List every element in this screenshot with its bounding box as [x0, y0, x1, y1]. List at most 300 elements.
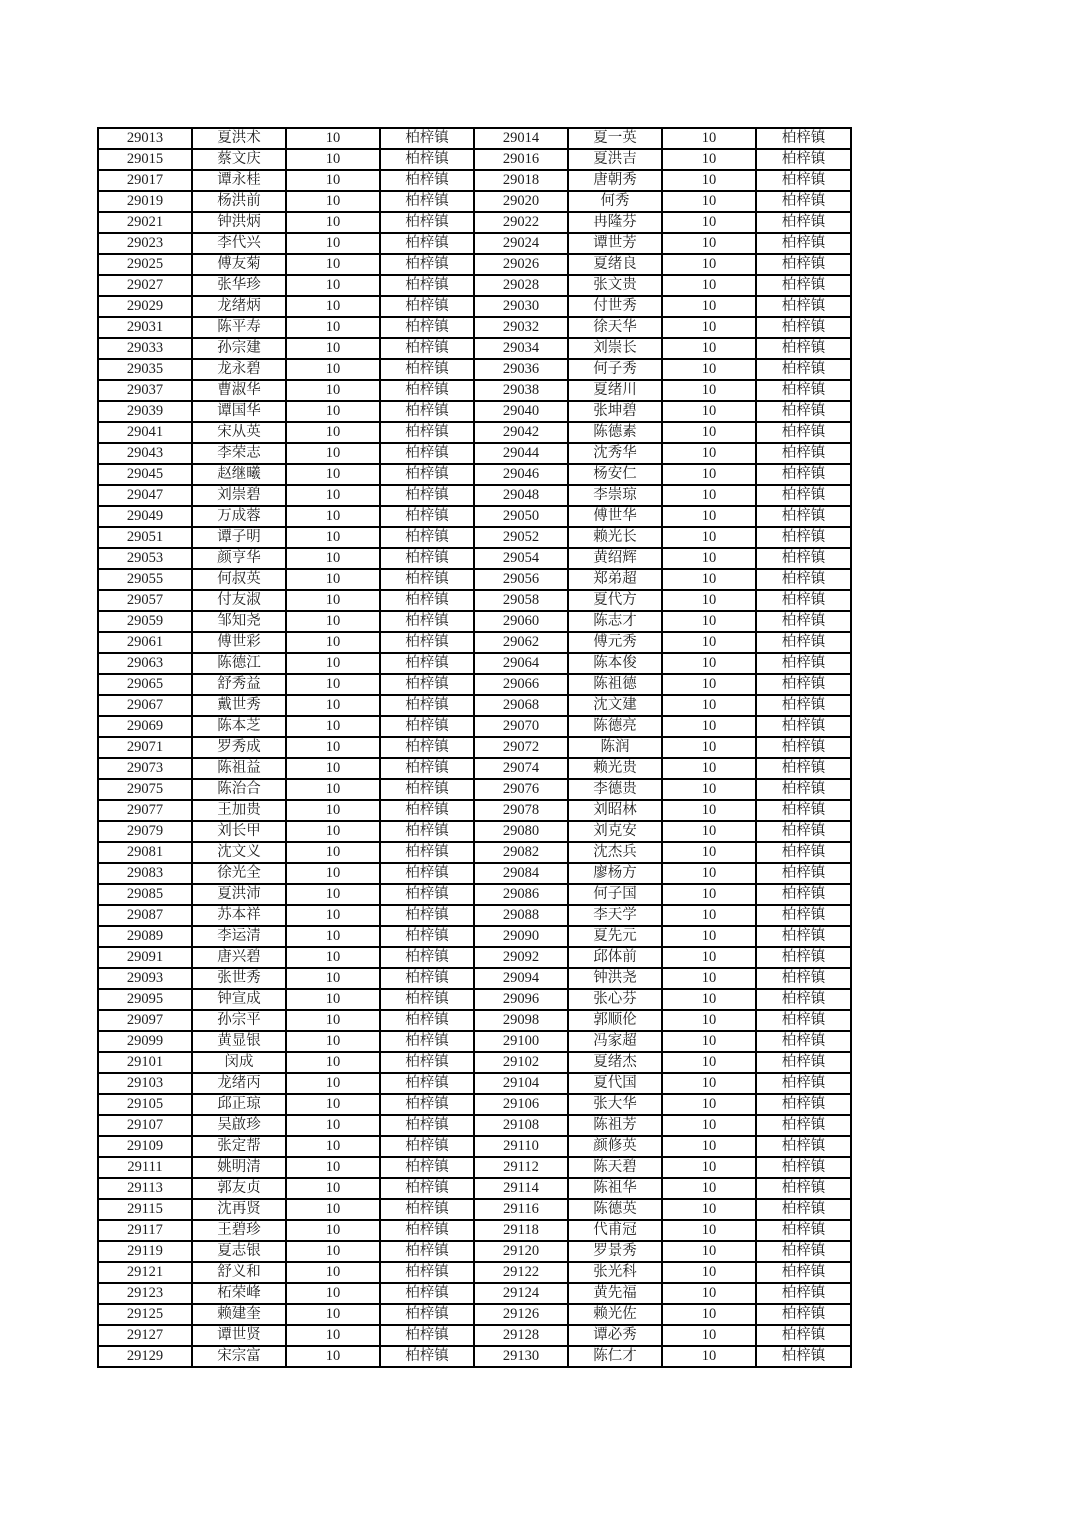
person-id-left-cell: 29061: [98, 632, 192, 653]
person-id-right-cell: 29094: [474, 968, 568, 989]
table-row: [98, 611, 851, 632]
value-left-cell: 10: [286, 569, 380, 590]
person-id-left-cell: 29097: [98, 1010, 192, 1031]
table-row: [98, 884, 851, 905]
town-left-cell: 柏梓镇: [380, 758, 474, 779]
value-left-cell: 10: [286, 947, 380, 968]
value-left-cell: 10: [286, 1241, 380, 1262]
value-left-cell: 10: [286, 212, 380, 233]
value-right-cell: 10: [662, 905, 756, 926]
town-left-cell: 柏梓镇: [380, 1199, 474, 1220]
value-right-cell: 10: [662, 170, 756, 191]
town-left-cell: 柏梓镇: [380, 212, 474, 233]
value-right-cell: 10: [662, 947, 756, 968]
person-id-right-cell: 29128: [474, 1325, 568, 1346]
person-name-left-cell: 赖建奎: [192, 1304, 286, 1325]
table-row: [98, 317, 851, 338]
value-left-cell: 10: [286, 1136, 380, 1157]
person-id-right-cell: 29102: [474, 1052, 568, 1073]
value-left-cell: 10: [286, 1346, 380, 1367]
value-right-cell: 10: [662, 527, 756, 548]
town-left-cell: 柏梓镇: [380, 590, 474, 611]
person-name-right-cell: 李崇琼: [568, 485, 662, 506]
table-row: [98, 296, 851, 317]
person-id-left-cell: 29123: [98, 1283, 192, 1304]
value-left-cell: 10: [286, 359, 380, 380]
value-left-cell: 10: [286, 506, 380, 527]
person-name-right-cell: 付世秀: [568, 296, 662, 317]
person-name-right-cell: 颜修英: [568, 1136, 662, 1157]
person-id-right-cell: 29074: [474, 758, 568, 779]
person-name-right-cell: 夏一英: [568, 128, 662, 149]
value-right-cell: 10: [662, 275, 756, 296]
table-row: [98, 548, 851, 569]
person-id-right-cell: 29072: [474, 737, 568, 758]
value-left-cell: 10: [286, 149, 380, 170]
value-right-cell: 10: [662, 1073, 756, 1094]
person-name-left-cell: 蔡文庆: [192, 149, 286, 170]
person-id-left-cell: 29095: [98, 989, 192, 1010]
table-row: [98, 401, 851, 422]
table-row: [98, 506, 851, 527]
value-left-cell: 10: [286, 233, 380, 254]
value-left-cell: 10: [286, 611, 380, 632]
person-name-right-cell: 刘昭林: [568, 800, 662, 821]
person-name-right-cell: 陈祖华: [568, 1178, 662, 1199]
value-left-cell: 10: [286, 422, 380, 443]
value-left-cell: 10: [286, 989, 380, 1010]
value-right-cell: 10: [662, 758, 756, 779]
town-left-cell: 柏梓镇: [380, 779, 474, 800]
person-name-left-cell: 谭子明: [192, 527, 286, 548]
value-right-cell: 10: [662, 422, 756, 443]
value-left-cell: 10: [286, 380, 380, 401]
value-left-cell: 10: [286, 968, 380, 989]
person-id-left-cell: 29047: [98, 485, 192, 506]
person-name-left-cell: 舒义和: [192, 1262, 286, 1283]
person-id-right-cell: 29022: [474, 212, 568, 233]
town-left-cell: 柏梓镇: [380, 422, 474, 443]
town-left-cell: 柏梓镇: [380, 1304, 474, 1325]
town-left-cell: 柏梓镇: [380, 905, 474, 926]
value-left-cell: 10: [286, 1115, 380, 1136]
table-row: [98, 758, 851, 779]
person-id-right-cell: 29030: [474, 296, 568, 317]
person-id-right-cell: 29078: [474, 800, 568, 821]
town-left-cell: 柏梓镇: [380, 506, 474, 527]
person-id-left-cell: 29029: [98, 296, 192, 317]
value-right-cell: 10: [662, 506, 756, 527]
person-name-left-cell: 柘荣峰: [192, 1283, 286, 1304]
person-name-right-cell: 何秀: [568, 191, 662, 212]
person-name-left-cell: 沈再贤: [192, 1199, 286, 1220]
person-id-right-cell: 29124: [474, 1283, 568, 1304]
value-right-cell: 10: [662, 779, 756, 800]
town-left-cell: 柏梓镇: [380, 233, 474, 254]
person-id-left-cell: 29071: [98, 737, 192, 758]
town-right-cell: 柏梓镇: [756, 779, 851, 800]
value-left-cell: 10: [286, 716, 380, 737]
town-right-cell: 柏梓镇: [756, 233, 851, 254]
town-right-cell: 柏梓镇: [756, 863, 851, 884]
person-id-right-cell: 29088: [474, 905, 568, 926]
person-name-left-cell: 邱正琼: [192, 1094, 286, 1115]
town-right-cell: 柏梓镇: [756, 170, 851, 191]
town-right-cell: 柏梓镇: [756, 1031, 851, 1052]
person-name-right-cell: 夏洪吉: [568, 149, 662, 170]
value-right-cell: 10: [662, 191, 756, 212]
value-right-cell: 10: [662, 716, 756, 737]
person-name-right-cell: 钟洪尧: [568, 968, 662, 989]
person-name-left-cell: 谭国华: [192, 401, 286, 422]
person-name-left-cell: 宋宗富: [192, 1346, 286, 1367]
value-right-cell: 10: [662, 233, 756, 254]
person-id-left-cell: 29111: [98, 1157, 192, 1178]
table-row: [98, 1031, 851, 1052]
value-right-cell: 10: [662, 1325, 756, 1346]
value-right-cell: 10: [662, 800, 756, 821]
town-right-cell: 柏梓镇: [756, 1157, 851, 1178]
table-row: [98, 149, 851, 170]
town-left-cell: 柏梓镇: [380, 842, 474, 863]
person-name-left-cell: 吴啟珍: [192, 1115, 286, 1136]
town-right-cell: 柏梓镇: [756, 380, 851, 401]
person-id-left-cell: 29085: [98, 884, 192, 905]
person-name-right-cell: 唐朝秀: [568, 170, 662, 191]
value-right-cell: 10: [662, 1178, 756, 1199]
town-right-cell: 柏梓镇: [756, 212, 851, 233]
table-row: [98, 1262, 851, 1283]
value-right-cell: 10: [662, 884, 756, 905]
value-left-cell: 10: [286, 1220, 380, 1241]
person-name-right-cell: 廖杨方: [568, 863, 662, 884]
town-left-cell: 柏梓镇: [380, 800, 474, 821]
person-id-right-cell: 29104: [474, 1073, 568, 1094]
value-right-cell: 10: [662, 1220, 756, 1241]
person-name-right-cell: 刘崇长: [568, 338, 662, 359]
person-id-left-cell: 29075: [98, 779, 192, 800]
person-id-left-cell: 29053: [98, 548, 192, 569]
person-id-left-cell: 29021: [98, 212, 192, 233]
person-name-left-cell: 邹知尧: [192, 611, 286, 632]
table-row: [98, 674, 851, 695]
town-left-cell: 柏梓镇: [380, 1010, 474, 1031]
town-right-cell: 柏梓镇: [756, 1283, 851, 1304]
town-left-cell: 柏梓镇: [380, 1178, 474, 1199]
value-left-cell: 10: [286, 1157, 380, 1178]
person-id-right-cell: 29130: [474, 1346, 568, 1367]
person-id-right-cell: 29042: [474, 422, 568, 443]
table-row: [98, 527, 851, 548]
value-right-cell: 10: [662, 1010, 756, 1031]
town-right-cell: 柏梓镇: [756, 926, 851, 947]
person-name-left-cell: 赵继曦: [192, 464, 286, 485]
value-right-cell: 10: [662, 380, 756, 401]
town-left-cell: 柏梓镇: [380, 443, 474, 464]
town-left-cell: 柏梓镇: [380, 968, 474, 989]
person-name-left-cell: 万成蓉: [192, 506, 286, 527]
table-row: [98, 1115, 851, 1136]
person-name-right-cell: 张大华: [568, 1094, 662, 1115]
value-right-cell: 10: [662, 443, 756, 464]
town-left-cell: 柏梓镇: [380, 359, 474, 380]
table-row: [98, 1178, 851, 1199]
person-id-left-cell: 29087: [98, 905, 192, 926]
person-id-left-cell: 29067: [98, 695, 192, 716]
value-left-cell: 10: [286, 1073, 380, 1094]
value-right-cell: 10: [662, 548, 756, 569]
person-name-left-cell: 颜亨华: [192, 548, 286, 569]
table-row: [98, 1010, 851, 1031]
value-right-cell: 10: [662, 926, 756, 947]
person-name-right-cell: 陈德素: [568, 422, 662, 443]
town-right-cell: 柏梓镇: [756, 1136, 851, 1157]
person-name-right-cell: 夏代方: [568, 590, 662, 611]
table-row: [98, 359, 851, 380]
person-id-left-cell: 29059: [98, 611, 192, 632]
value-right-cell: 10: [662, 1283, 756, 1304]
person-name-left-cell: 夏洪沛: [192, 884, 286, 905]
person-id-left-cell: 29107: [98, 1115, 192, 1136]
town-left-cell: 柏梓镇: [380, 653, 474, 674]
person-name-right-cell: 陈天碧: [568, 1157, 662, 1178]
person-name-right-cell: 陈祖德: [568, 674, 662, 695]
person-name-right-cell: 张光科: [568, 1262, 662, 1283]
town-left-cell: 柏梓镇: [380, 548, 474, 569]
person-name-left-cell: 陈治合: [192, 779, 286, 800]
town-left-cell: 柏梓镇: [380, 632, 474, 653]
town-right-cell: 柏梓镇: [756, 1325, 851, 1346]
person-id-right-cell: 29064: [474, 653, 568, 674]
person-name-right-cell: 陈本俊: [568, 653, 662, 674]
town-left-cell: 柏梓镇: [380, 275, 474, 296]
person-name-right-cell: 郑弟超: [568, 569, 662, 590]
table-row: [98, 464, 851, 485]
person-name-right-cell: 杨安仁: [568, 464, 662, 485]
person-name-right-cell: 沈文建: [568, 695, 662, 716]
table-row: [98, 1073, 851, 1094]
person-name-right-cell: 赖光佐: [568, 1304, 662, 1325]
person-name-right-cell: 傅世华: [568, 506, 662, 527]
person-name-left-cell: 付友淑: [192, 590, 286, 611]
person-id-right-cell: 29120: [474, 1241, 568, 1262]
table-row: [98, 1325, 851, 1346]
value-right-cell: 10: [662, 1346, 756, 1367]
person-name-right-cell: 陈润: [568, 737, 662, 758]
table-row: [98, 254, 851, 275]
person-name-left-cell: 王加贵: [192, 800, 286, 821]
town-left-cell: 柏梓镇: [380, 338, 474, 359]
town-right-cell: 柏梓镇: [756, 737, 851, 758]
person-name-right-cell: 沈杰兵: [568, 842, 662, 863]
person-id-left-cell: 29113: [98, 1178, 192, 1199]
person-id-right-cell: 29070: [474, 716, 568, 737]
table-row: [98, 947, 851, 968]
person-id-left-cell: 29037: [98, 380, 192, 401]
person-name-right-cell: 李天学: [568, 905, 662, 926]
person-id-left-cell: 29035: [98, 359, 192, 380]
person-id-left-cell: 29109: [98, 1136, 192, 1157]
person-name-right-cell: 谭必秀: [568, 1325, 662, 1346]
person-id-right-cell: 29062: [474, 632, 568, 653]
person-id-left-cell: 29105: [98, 1094, 192, 1115]
table-row: [98, 170, 851, 191]
person-id-left-cell: 29073: [98, 758, 192, 779]
value-right-cell: 10: [662, 968, 756, 989]
person-name-right-cell: 夏绪良: [568, 254, 662, 275]
town-left-cell: 柏梓镇: [380, 674, 474, 695]
value-right-cell: 10: [662, 128, 756, 149]
person-id-left-cell: 29129: [98, 1346, 192, 1367]
person-id-right-cell: 29114: [474, 1178, 568, 1199]
town-left-cell: 柏梓镇: [380, 863, 474, 884]
person-id-left-cell: 29025: [98, 254, 192, 275]
person-name-left-cell: 曹淑华: [192, 380, 286, 401]
person-id-right-cell: 29040: [474, 401, 568, 422]
person-id-left-cell: 29103: [98, 1073, 192, 1094]
town-left-cell: 柏梓镇: [380, 254, 474, 275]
person-name-right-cell: 张坤碧: [568, 401, 662, 422]
person-name-left-cell: 张世秀: [192, 968, 286, 989]
town-left-cell: 柏梓镇: [380, 149, 474, 170]
person-name-left-cell: 罗秀成: [192, 737, 286, 758]
person-name-left-cell: 钟洪炳: [192, 212, 286, 233]
person-id-right-cell: 29084: [474, 863, 568, 884]
person-id-left-cell: 29127: [98, 1325, 192, 1346]
town-right-cell: 柏梓镇: [756, 485, 851, 506]
value-left-cell: 10: [286, 1304, 380, 1325]
person-id-right-cell: 29068: [474, 695, 568, 716]
value-left-cell: 10: [286, 296, 380, 317]
table-row: [98, 1220, 851, 1241]
table-row: [98, 653, 851, 674]
value-right-cell: 10: [662, 1115, 756, 1136]
person-name-left-cell: 舒秀益: [192, 674, 286, 695]
value-left-cell: 10: [286, 1094, 380, 1115]
person-id-right-cell: 29028: [474, 275, 568, 296]
table-row: [98, 569, 851, 590]
value-left-cell: 10: [286, 317, 380, 338]
person-name-left-cell: 沈文义: [192, 842, 286, 863]
town-right-cell: 柏梓镇: [756, 359, 851, 380]
value-right-cell: 10: [662, 1157, 756, 1178]
person-id-right-cell: 29058: [474, 590, 568, 611]
person-id-right-cell: 29076: [474, 779, 568, 800]
value-right-cell: 10: [662, 821, 756, 842]
person-id-right-cell: 29098: [474, 1010, 568, 1031]
person-id-left-cell: 29115: [98, 1199, 192, 1220]
town-right-cell: 柏梓镇: [756, 506, 851, 527]
table-row: [98, 1283, 851, 1304]
value-left-cell: 10: [286, 338, 380, 359]
person-id-left-cell: 29033: [98, 338, 192, 359]
town-right-cell: 柏梓镇: [756, 443, 851, 464]
person-name-right-cell: 黄先福: [568, 1283, 662, 1304]
town-left-cell: 柏梓镇: [380, 695, 474, 716]
person-name-left-cell: 傅友菊: [192, 254, 286, 275]
town-right-cell: 柏梓镇: [756, 1220, 851, 1241]
person-id-right-cell: 29126: [474, 1304, 568, 1325]
table-row: [98, 863, 851, 884]
town-right-cell: 柏梓镇: [756, 905, 851, 926]
person-id-left-cell: 29089: [98, 926, 192, 947]
table-row: [98, 1157, 851, 1178]
person-name-right-cell: 夏代国: [568, 1073, 662, 1094]
person-name-right-cell: 赖光贵: [568, 758, 662, 779]
value-left-cell: 10: [286, 926, 380, 947]
town-right-cell: 柏梓镇: [756, 1073, 851, 1094]
person-name-right-cell: 陈德英: [568, 1199, 662, 1220]
table-row: [98, 275, 851, 296]
person-id-left-cell: 29069: [98, 716, 192, 737]
town-left-cell: 柏梓镇: [380, 1031, 474, 1052]
value-left-cell: 10: [286, 485, 380, 506]
value-left-cell: 10: [286, 1031, 380, 1052]
town-right-cell: 柏梓镇: [756, 821, 851, 842]
value-right-cell: 10: [662, 590, 756, 611]
person-name-left-cell: 张定帮: [192, 1136, 286, 1157]
town-right-cell: 柏梓镇: [756, 1346, 851, 1367]
town-right-cell: 柏梓镇: [756, 884, 851, 905]
value-left-cell: 10: [286, 653, 380, 674]
town-right-cell: 柏梓镇: [756, 422, 851, 443]
person-id-left-cell: 29077: [98, 800, 192, 821]
value-right-cell: 10: [662, 1262, 756, 1283]
person-id-right-cell: 29108: [474, 1115, 568, 1136]
person-id-right-cell: 29100: [474, 1031, 568, 1052]
town-right-cell: 柏梓镇: [756, 695, 851, 716]
table-row: [98, 338, 851, 359]
town-left-cell: 柏梓镇: [380, 401, 474, 422]
value-right-cell: 10: [662, 989, 756, 1010]
table-row: [98, 842, 851, 863]
town-right-cell: 柏梓镇: [756, 611, 851, 632]
value-right-cell: 10: [662, 401, 756, 422]
value-right-cell: 10: [662, 359, 756, 380]
table-row: [98, 989, 851, 1010]
person-id-left-cell: 29093: [98, 968, 192, 989]
person-id-right-cell: 29038: [474, 380, 568, 401]
value-right-cell: 10: [662, 737, 756, 758]
town-right-cell: 柏梓镇: [756, 128, 851, 149]
person-name-right-cell: 黄绍辉: [568, 548, 662, 569]
value-right-cell: 10: [662, 611, 756, 632]
value-left-cell: 10: [286, 590, 380, 611]
person-name-left-cell: 闵成: [192, 1052, 286, 1073]
person-id-left-cell: 29081: [98, 842, 192, 863]
value-right-cell: 10: [662, 1241, 756, 1262]
person-id-left-cell: 29101: [98, 1052, 192, 1073]
person-id-right-cell: 29046: [474, 464, 568, 485]
town-left-cell: 柏梓镇: [380, 128, 474, 149]
person-name-right-cell: 陈祖芳: [568, 1115, 662, 1136]
town-left-cell: 柏梓镇: [380, 1157, 474, 1178]
town-left-cell: 柏梓镇: [380, 1220, 474, 1241]
person-name-right-cell: 邱体前: [568, 947, 662, 968]
table-row: [98, 1199, 851, 1220]
person-id-left-cell: 29051: [98, 527, 192, 548]
town-left-cell: 柏梓镇: [380, 1073, 474, 1094]
person-name-right-cell: 李德贵: [568, 779, 662, 800]
table-row: [98, 1094, 851, 1115]
value-right-cell: 10: [662, 1304, 756, 1325]
town-right-cell: 柏梓镇: [756, 968, 851, 989]
value-left-cell: 10: [286, 1199, 380, 1220]
person-name-left-cell: 钟宣成: [192, 989, 286, 1010]
value-left-cell: 10: [286, 548, 380, 569]
town-right-cell: 柏梓镇: [756, 716, 851, 737]
value-right-cell: 10: [662, 674, 756, 695]
